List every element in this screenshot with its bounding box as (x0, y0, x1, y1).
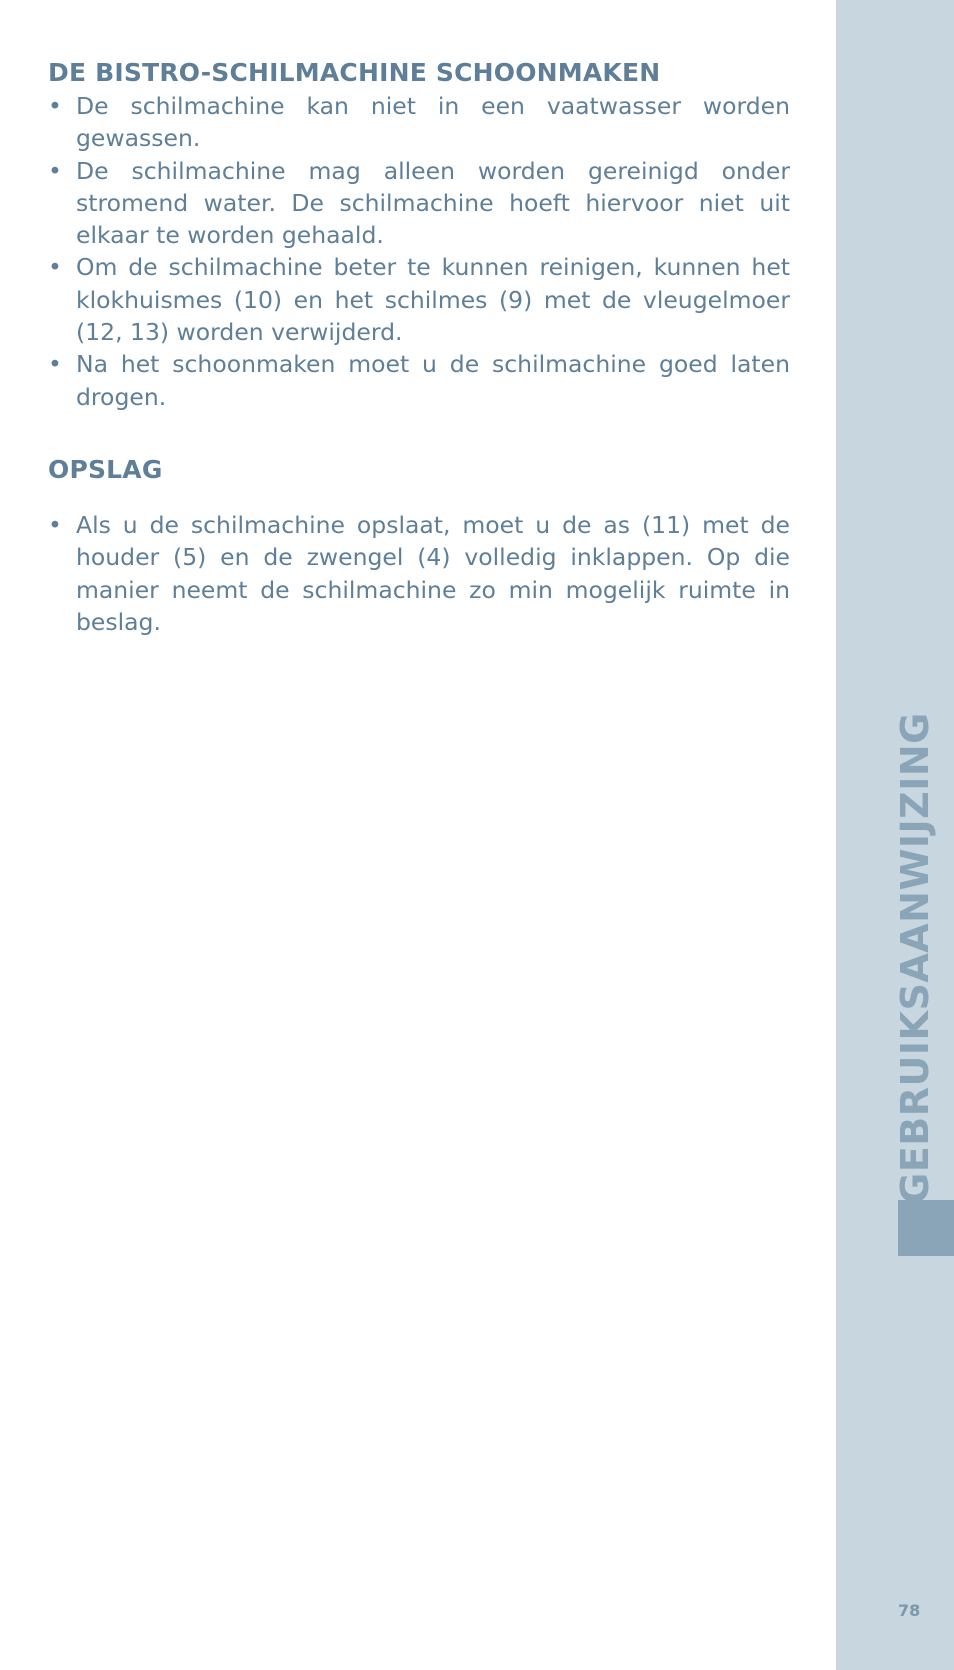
bullet-text: Na het schoonmaken moet u de schilmachine goed laten drogen. (76, 350, 790, 411)
page-number: 78 (898, 1601, 921, 1620)
bullet-text: De schilmachine kan niet in een vaatwasser worden gewassen. (76, 92, 790, 153)
bullet-text: Om de schilmachine beter te kunnen reinigen, kunnen het klokhuismes (10) en het schilmes (9) met de vleugelmoer (12, 13) worden verwijderd. (76, 253, 790, 347)
bullet-icon: • (48, 92, 62, 120)
bullet-text: De schilmachine mag alleen worden gereinigd onder stromend water. De schilmachine hoeft hiervoor niet uit elkaar te worden gehaald. (76, 156, 790, 250)
bullet-icon: • (48, 253, 62, 282)
storage-bullet-list (48, 509, 790, 638)
bullet-icon: • (48, 510, 62, 539)
bullet-icon: • (48, 350, 62, 379)
list-item (48, 348, 790, 413)
page-content (48, 56, 790, 638)
bullet-text: Als u de schilmachine opslaat, moet u de as (11) met de houder (5) en de zwengel (4) volledig inklappen. Op die manier neemt de schilmachine zo min mogelijk ruimte in beslag. (76, 510, 790, 636)
cleaning-bullet-list (48, 90, 790, 413)
list-item (48, 155, 790, 252)
list-item (48, 509, 790, 638)
sidebar-tab-marker (898, 1200, 954, 1256)
sidebar-vertical-title: GEBRUIKSAANWIJZING (893, 712, 937, 1204)
section-title-cleaning: DE BISTRO-SCHILMACHINE SCHOONMAKEN (48, 58, 661, 87)
list-item (48, 90, 790, 155)
list-item (48, 251, 790, 348)
bullet-icon: • (48, 156, 62, 185)
section-title-storage: OPSLAG (48, 454, 163, 484)
